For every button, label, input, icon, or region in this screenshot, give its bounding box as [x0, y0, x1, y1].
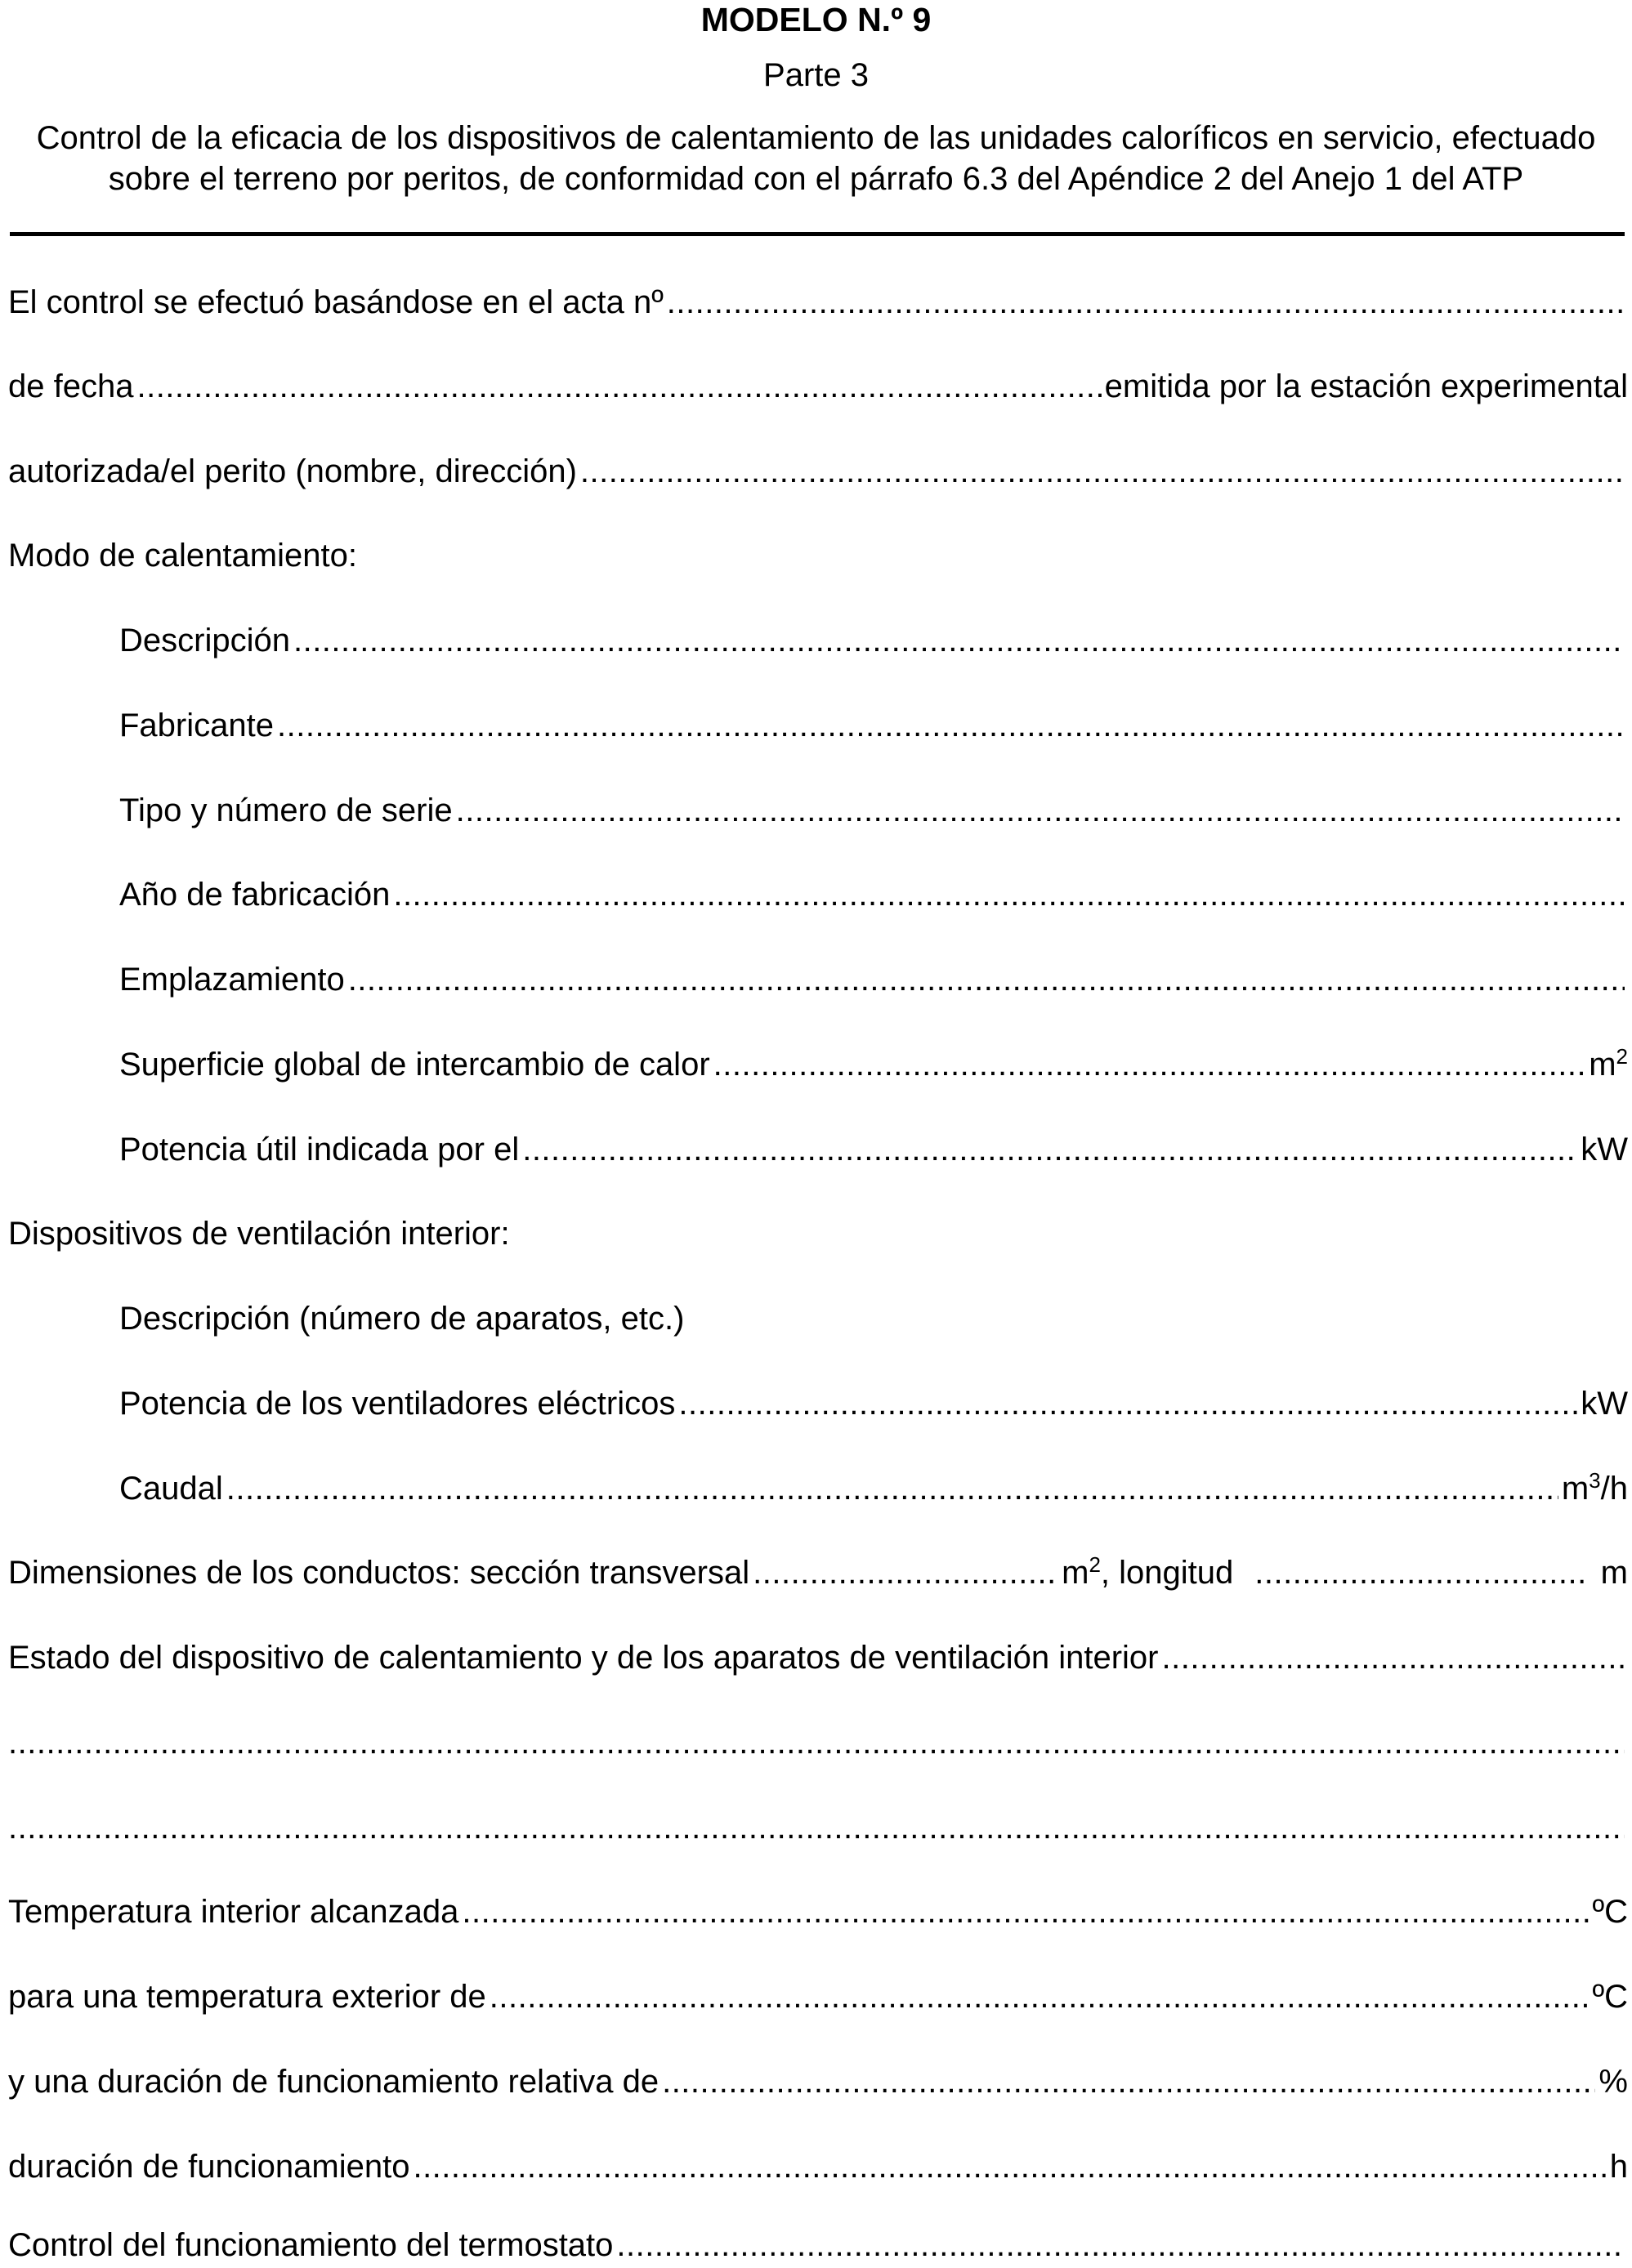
fecha-row: [8, 360, 1628, 406]
temp-exterior-field[interactable]: [490, 1977, 1590, 2016]
tipo-field[interactable]: [456, 791, 1625, 830]
temp-interior-row: [8, 1886, 1628, 1931]
dimensiones-row: [8, 1547, 1628, 1592]
modo-heading-row: [8, 529, 1628, 575]
termostato-label: Control del funcionamiento del termostato: [8, 2227, 614, 2263]
potencia-label: Potencia útil indicada por el: [119, 1132, 520, 1167]
acta-field[interactable]: [667, 283, 1625, 322]
superficie-label: Superficie global de intercambio de calor: [119, 1047, 710, 1083]
caudal-unit: $m^3/h$: [1561, 1468, 1628, 1507]
tipo-row: [119, 784, 1628, 830]
descripcion-label: Descripción: [119, 623, 290, 659]
duracion-label: duración de funcionamiento: [8, 2149, 410, 2185]
modo-heading: Modo de calentamiento:: [8, 538, 357, 574]
duracion-rel-field[interactable]: [662, 2062, 1595, 2101]
fecha-label: de fecha: [8, 368, 134, 404]
fecha-field[interactable]: [136, 367, 1101, 406]
estado-continuation-2: [8, 1801, 1628, 1847]
ventilacion-heading: Dispositivos de ventilación interior:: [8, 1216, 510, 1252]
emitida-label: emitida por la estación experimental: [1104, 368, 1628, 404]
temp-interior-field[interactable]: [462, 1892, 1589, 1931]
emplazamiento-label: Emplazamiento: [119, 962, 345, 998]
duracion-rel-label: y una duración de funcionamiento relativa de: [8, 2064, 660, 2100]
potencia-row: [119, 1123, 1628, 1169]
descripcion-field[interactable]: [293, 621, 1625, 660]
potencia-unit: kW: [1581, 1132, 1628, 1167]
desc-aparatos-label: Descripción (número de aparatos, etc.): [119, 1301, 685, 1337]
document-subtitle: [0, 118, 1632, 199]
termostato-field[interactable]: [616, 2226, 1625, 2265]
fabricante-row: [119, 699, 1628, 745]
estado-continuation-1: [8, 1717, 1628, 1762]
descripcion-row: [119, 614, 1628, 660]
anio-row: [119, 868, 1628, 914]
estado-row: [8, 1632, 1628, 1677]
temp-exterior-label: para una temperatura exterior de: [8, 1979, 486, 2015]
potencia-vent-field[interactable]: [678, 1384, 1577, 1423]
duracion-rel-row: [8, 2056, 1628, 2101]
subtitle-line-1: Control de la eficacia de los dispositivos de calentamiento de las unidades caloríficos en servicio, efectuado: [36, 120, 1596, 156]
caudal-row: [119, 1462, 1628, 1508]
duracion-unit: h: [1609, 2149, 1628, 2185]
seccion-field[interactable]: [753, 1553, 1058, 1592]
anio-field[interactable]: [393, 875, 1625, 914]
duracion-field[interactable]: [413, 2147, 1606, 2186]
estado-field[interactable]: [1162, 1638, 1625, 1677]
estado-field-line-3[interactable]: [8, 1808, 1625, 1847]
dimensiones-unit: $m^2$, longitud: [1062, 1552, 1234, 1591]
duracion-rel-unit: %: [1598, 2064, 1628, 2100]
document-title: MODELO N.º 9: [700, 1, 932, 38]
caudal-label: Caudal: [119, 1471, 223, 1507]
duracion-row: [8, 2141, 1628, 2186]
fabricante-field[interactable]: [277, 706, 1625, 745]
superficie-unit: $m^2$: [1589, 1044, 1628, 1083]
temp-interior-label: Temperatura interior alcanzada: [8, 1894, 459, 1930]
anio-label: Año de fabricación: [119, 877, 391, 913]
autorizada-field[interactable]: [580, 452, 1625, 491]
emplazamiento-row: [119, 953, 1628, 999]
dimensiones-label: Dimensiones de los conductos: sección transversal: [8, 1555, 750, 1591]
fabricante-label: Fabricante: [119, 708, 274, 743]
longitud-unit: m: [1600, 1555, 1628, 1591]
potencia-field[interactable]: [522, 1130, 1577, 1169]
temp-exterior-unit: ºC: [1592, 1979, 1628, 2015]
caudal-field[interactable]: [226, 1469, 1558, 1508]
superficie-row: [119, 1038, 1628, 1084]
superficie-field[interactable]: [713, 1045, 1586, 1084]
acta-label: El control se efectuó basándose en el acta nº: [8, 284, 664, 320]
potencia-vent-unit: kW: [1581, 1386, 1628, 1422]
autorizada-row: [8, 445, 1628, 491]
tipo-label: Tipo y número de serie: [119, 792, 453, 828]
temp-interior-unit: ºC: [1592, 1894, 1628, 1930]
longitud-field[interactable]: [1254, 1553, 1585, 1592]
subtitle-line-2: sobre el terreno por peritos, de conformidad con el párrafo 6.3 del Apéndice 2 del Anejo 1 del ATP: [108, 161, 1524, 197]
header-divider: [10, 232, 1625, 236]
temp-exterior-row: [8, 1971, 1628, 2016]
potencia-vent-row: [119, 1377, 1628, 1423]
potencia-vent-label: Potencia de los ventiladores eléctricos: [119, 1386, 676, 1422]
desc-aparatos-row: [119, 1292, 1628, 1338]
ventilacion-heading-row: [8, 1208, 1628, 1253]
termostato-row: [8, 2219, 1628, 2265]
autorizada-label: autorizada/el perito (nombre, dirección): [8, 453, 577, 489]
acta-row: [8, 276, 1628, 322]
estado-label: Estado del dispositivo de calentamiento y de los aparatos de ventilación interior: [8, 1640, 1159, 1676]
emplazamiento-field[interactable]: [348, 960, 1625, 999]
estado-field-line-2[interactable]: [8, 1723, 1625, 1762]
document-part: Parte 3: [763, 57, 869, 93]
